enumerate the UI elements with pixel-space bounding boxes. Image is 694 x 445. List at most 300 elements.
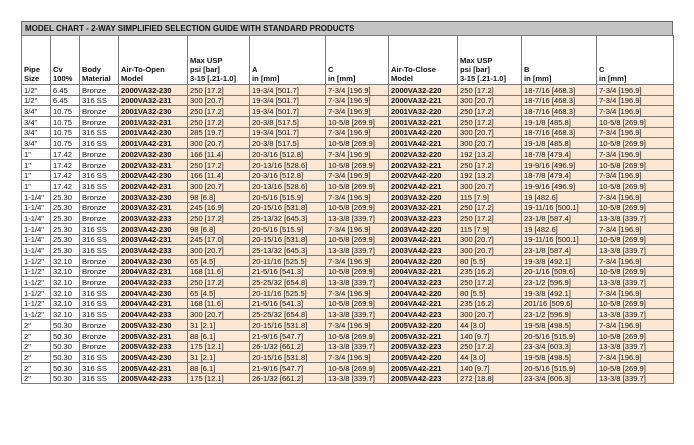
- table-cell: 20-5/16 [515.9]: [250, 191, 326, 202]
- table-cell: 32.10: [51, 256, 80, 267]
- column-header-line: Max USP: [190, 56, 223, 65]
- table-cell: 10.75: [51, 127, 80, 138]
- table-cell: 19-3/8 [492.1]: [522, 288, 597, 299]
- table-cell: 23-1/8 [587.4]: [522, 245, 597, 256]
- table-cell: 2004VA32-221: [389, 266, 458, 277]
- table-cell: 2002VA32-221: [389, 159, 458, 170]
- table-cell: 1-1/2": [22, 309, 51, 320]
- table-cell: 1": [22, 181, 51, 192]
- table-cell: 1/2": [22, 95, 51, 106]
- table-cell: 80 [5.5]: [458, 288, 522, 299]
- table-cell: 300 [20.7]: [458, 245, 522, 256]
- table-cell: 250 [17.2]: [188, 117, 250, 128]
- table-cell: 316 SS: [80, 181, 119, 192]
- table-cell: 2004VA42-220: [389, 288, 458, 299]
- table-cell: 316 SS: [80, 223, 119, 234]
- column-header: [326, 36, 389, 85]
- column-header-line: Model: [391, 74, 413, 83]
- table-cell: 2000VA32-221: [389, 95, 458, 106]
- table-row: [22, 149, 674, 160]
- table-cell: 98 [6.8]: [188, 223, 250, 234]
- table-cell: 98 [6.8]: [188, 191, 250, 202]
- table-cell: 10-5/8 [269.9]: [326, 298, 389, 309]
- table-cell: 10-5/8 [269.9]: [597, 266, 674, 277]
- column-header-line: in [mm]: [524, 74, 552, 83]
- table-cell: 2000VA32-230: [119, 85, 188, 96]
- table-cell: 32.10: [51, 277, 80, 288]
- table-cell: 3/4": [22, 138, 51, 149]
- table-cell: 316 SS: [80, 127, 119, 138]
- table-cell: 25.30: [51, 245, 80, 256]
- table-cell: 316 SS: [80, 234, 119, 245]
- table-cell: Bronze: [80, 159, 119, 170]
- table-cell: 300 [20.7]: [188, 95, 250, 106]
- table-cell: 88 [6.1]: [188, 362, 250, 373]
- table-cell: 25-25/32 [654.8]: [250, 309, 326, 320]
- table-cell: 2005VA42-233: [119, 373, 188, 384]
- table-row: [22, 213, 674, 224]
- table-cell: 31 [2.1]: [188, 320, 250, 331]
- table-cell: 21-9/16 [547.7]: [250, 362, 326, 373]
- table-cell: Bronze: [80, 277, 119, 288]
- table-cell: 250 [17.2]: [458, 159, 522, 170]
- table-cell: 23-1/8 [587.4]: [522, 213, 597, 224]
- table-cell: 300 [20.7]: [458, 138, 522, 149]
- table-cell: 1-1/2": [22, 298, 51, 309]
- table-cell: 19-11/16 [500.1]: [522, 234, 597, 245]
- table-cell: 20-5/16 [515.9]: [522, 362, 597, 373]
- table-row: [22, 138, 674, 149]
- table-cell: 10-5/8 [269.9]: [326, 181, 389, 192]
- column-header: [80, 36, 119, 85]
- table-row: [22, 341, 674, 352]
- table-cell: 7-3/4 [196.9]: [597, 95, 674, 106]
- table-cell: 7-3/4 [196.9]: [326, 149, 389, 160]
- table-cell: 2003VA32-230: [119, 191, 188, 202]
- table-row: [22, 191, 674, 202]
- table-cell: 18-7/8 [479.4]: [522, 149, 597, 160]
- table-cell: 10-5/8 [269.9]: [597, 181, 674, 192]
- table-cell: 20-11/16 [525.5]: [250, 288, 326, 299]
- table-cell: 25.30: [51, 191, 80, 202]
- chart-title: MODEL CHART - 2-WAY SIMPLIFIED SELECTION GUIDE WITH STANDARD PRODUCTS: [21, 21, 673, 35]
- table-cell: 300 [20.7]: [188, 138, 250, 149]
- table-cell: 10.75: [51, 106, 80, 117]
- table-cell: 25.30: [51, 213, 80, 224]
- column-header-line: Cv: [53, 65, 63, 74]
- table-cell: 19 [482.6]: [522, 191, 597, 202]
- table-cell: 21-5/16 [541.3]: [250, 266, 326, 277]
- table-cell: 300 [20.7]: [188, 181, 250, 192]
- header-row: [22, 36, 674, 85]
- table-cell: 10-5/8 [269.9]: [326, 159, 389, 170]
- table-cell: 50.30: [51, 373, 80, 384]
- table-cell: 50.30: [51, 352, 80, 363]
- table-cell: 20-3/16 [512.8]: [250, 149, 326, 160]
- table-cell: 2003VA32-221: [389, 202, 458, 213]
- table-cell: 7-3/4 [196.9]: [597, 85, 674, 96]
- table-cell: 10-5/8 [269.9]: [597, 234, 674, 245]
- table-cell: 20-3/8 [517.5]: [250, 117, 326, 128]
- table-cell: 250 [17.2]: [188, 106, 250, 117]
- table-cell: 25.30: [51, 223, 80, 234]
- table-cell: 2005VA42-230: [119, 352, 188, 363]
- table-cell: 300 [20.7]: [458, 95, 522, 106]
- table-cell: 300 [20.7]: [458, 234, 522, 245]
- table-cell: 44 [3.0]: [458, 320, 522, 331]
- table-cell: Bronze: [80, 320, 119, 331]
- table-cell: 23-1/2 [596.9]: [522, 309, 597, 320]
- table-cell: 50.30: [51, 330, 80, 341]
- table-cell: Bronze: [80, 106, 119, 117]
- column-header-line: 3-15 [.21-1.0]: [190, 74, 237, 83]
- table-cell: 20-13/16 [528.6]: [250, 181, 326, 192]
- table-cell: 140 [9.7]: [458, 330, 522, 341]
- model-chart: [21, 21, 673, 384]
- table-cell: 23-3/4 [603.3]: [522, 341, 597, 352]
- table-cell: 19-9/16 [496.9]: [522, 181, 597, 192]
- table-cell: 20-15/16 [531.8]: [250, 320, 326, 331]
- table-cell: 25.30: [51, 202, 80, 213]
- table-row: [22, 277, 674, 288]
- table-cell: 2004VA32-231: [119, 266, 188, 277]
- table-cell: 175 [12.1]: [188, 341, 250, 352]
- table-row: [22, 309, 674, 320]
- table-cell: 7-3/4 [196.9]: [597, 127, 674, 138]
- table-cell: 20-1/16 [509.6]: [522, 266, 597, 277]
- table-cell: 7-3/4 [196.9]: [597, 223, 674, 234]
- table-cell: 65 [4.5]: [188, 256, 250, 267]
- table-cell: 31 [2.1]: [188, 352, 250, 363]
- table-row: [22, 95, 674, 106]
- table-cell: 20-15/16 [531.8]: [250, 234, 326, 245]
- table-cell: 13-3/8 [339.7]: [326, 373, 389, 384]
- table-cell: 316 SS: [80, 138, 119, 149]
- table-cell: 10-5/8 [269.9]: [597, 362, 674, 373]
- table-row: [22, 373, 674, 384]
- table-cell: 25-13/32 [645.3]: [250, 213, 326, 224]
- table-cell: 2001VA42-231: [119, 138, 188, 149]
- table-cell: 10-5/8 [269.9]: [326, 330, 389, 341]
- table-cell: 23-1/2 [596.9]: [522, 277, 597, 288]
- table-cell: 7-3/4 [196.9]: [597, 352, 674, 363]
- table-cell: 7-3/4 [196.9]: [326, 223, 389, 234]
- table-cell: 10.75: [51, 117, 80, 128]
- table-cell: Bronze: [80, 341, 119, 352]
- table-cell: 2001VA42-221: [389, 138, 458, 149]
- table-cell: 2001VA42-230: [119, 127, 188, 138]
- table-cell: 316 SS: [80, 170, 119, 181]
- column-header-line: Model: [121, 74, 143, 83]
- table-cell: 18-7/16 [468.3]: [522, 85, 597, 96]
- table-cell: 17.42: [51, 181, 80, 192]
- table-cell: 2": [22, 320, 51, 331]
- table-cell: 2005VA42-220: [389, 352, 458, 363]
- table-cell: 13-3/8 [339.7]: [326, 309, 389, 320]
- table-cell: 2005VA32-223: [389, 341, 458, 352]
- table-cell: 10-5/8 [269.9]: [597, 159, 674, 170]
- table-cell: 19 [482.6]: [522, 223, 597, 234]
- table-cell: 7-3/4 [196.9]: [326, 85, 389, 96]
- table-cell: Bronze: [80, 330, 119, 341]
- table-cell: 7-3/4 [196.9]: [597, 106, 674, 117]
- table-cell: 316 SS: [80, 245, 119, 256]
- table-row: [22, 288, 674, 299]
- table-cell: 250 [17.2]: [458, 277, 522, 288]
- table-cell: 19-5/8 [498.5]: [522, 352, 597, 363]
- table-cell: 7-3/4 [196.9]: [326, 106, 389, 117]
- table-row: [22, 234, 674, 245]
- table-cell: 13-3/8 [339.7]: [597, 373, 674, 384]
- table-cell: 32.10: [51, 288, 80, 299]
- table-cell: 18-7/8 [479.4]: [522, 170, 597, 181]
- table-cell: 300 [20.7]: [458, 127, 522, 138]
- table-cell: 25.30: [51, 234, 80, 245]
- table-body: [22, 85, 674, 384]
- table-cell: Bronze: [80, 256, 119, 267]
- table-cell: 316 SS: [80, 288, 119, 299]
- table-cell: 44 [3.0]: [458, 352, 522, 363]
- table-cell: 316 SS: [80, 298, 119, 309]
- column-header-line: in [mm]: [328, 74, 356, 83]
- table-cell: 2002VA42-220: [389, 170, 458, 181]
- table-cell: 7-3/4 [196.9]: [326, 191, 389, 202]
- table-cell: 250 [17.2]: [458, 341, 522, 352]
- table-row: [22, 170, 674, 181]
- table-cell: 20-11/16 [525.5]: [250, 256, 326, 267]
- column-header: [22, 36, 51, 85]
- table-cell: 3/4": [22, 127, 51, 138]
- table-cell: 2005VA42-223: [389, 373, 458, 384]
- table-cell: 50.30: [51, 320, 80, 331]
- table-cell: 3/4": [22, 117, 51, 128]
- table-cell: 13-3/8 [339.7]: [597, 213, 674, 224]
- column-header: [522, 36, 597, 85]
- column-header-line: psi [bar]: [190, 65, 220, 74]
- column-header-line: Pipe: [24, 65, 41, 74]
- column-header-line: 100%: [53, 74, 73, 83]
- table-cell: 2": [22, 352, 51, 363]
- table-cell: 2004VA42-230: [119, 288, 188, 299]
- table-cell: 250 [17.2]: [188, 85, 250, 96]
- table-cell: 13-3/8 [339.7]: [326, 213, 389, 224]
- table-cell: 7-3/4 [196.9]: [326, 127, 389, 138]
- table-cell: 2004VA42-231: [119, 298, 188, 309]
- table-cell: 1/2": [22, 85, 51, 96]
- column-header: [250, 36, 326, 85]
- table-row: [22, 181, 674, 192]
- table-cell: 192 [13.2]: [458, 170, 522, 181]
- table-cell: 285 [19.7]: [188, 127, 250, 138]
- column-header-line: C: [599, 65, 605, 74]
- table-cell: 2000VA32-231: [119, 95, 188, 106]
- table-cell: 2003VA32-233: [119, 213, 188, 224]
- table-row: [22, 362, 674, 373]
- table-cell: 140 [9.7]: [458, 362, 522, 373]
- table-cell: 17.42: [51, 170, 80, 181]
- table-cell: 2002VA32-231: [119, 159, 188, 170]
- table-cell: 6.45: [51, 95, 80, 106]
- table-cell: 250 [17.2]: [458, 106, 522, 117]
- table-cell: 7-3/4 [196.9]: [597, 149, 674, 160]
- column-header-line: Size: [24, 74, 40, 83]
- selection-table: [21, 35, 674, 384]
- table-cell: 20-3/8 [517.5]: [250, 138, 326, 149]
- table-row: [22, 85, 674, 96]
- table-cell: 2003VA42-220: [389, 223, 458, 234]
- table-cell: 2005VA42-221: [389, 362, 458, 373]
- table-cell: 20-5/16 [515.9]: [250, 223, 326, 234]
- table-cell: 250 [17.2]: [188, 159, 250, 170]
- table-cell: 2005VA32-220: [389, 320, 458, 331]
- column-header: [51, 36, 80, 85]
- table-cell: 25-13/32 [645.3]: [250, 245, 326, 256]
- table-cell: 166 [11.4]: [188, 170, 250, 181]
- table-cell: 1-1/4": [22, 223, 51, 234]
- table-cell: 13-3/8 [339.7]: [597, 341, 674, 352]
- table-cell: 10.75: [51, 138, 80, 149]
- table-cell: 201/16 [509.6]: [522, 298, 597, 309]
- table-cell: Bronze: [80, 191, 119, 202]
- table-cell: 300 [20.7]: [458, 309, 522, 320]
- table-row: [22, 352, 674, 363]
- table-cell: 192 [13.2]: [458, 149, 522, 160]
- table-cell: 7-3/4 [196.9]: [326, 320, 389, 331]
- table-cell: 20-3/16 [512.8]: [250, 170, 326, 181]
- table-cell: Bronze: [80, 202, 119, 213]
- table-cell: 19-5/8 [498.5]: [522, 320, 597, 331]
- table-cell: 10-5/8 [269.9]: [597, 117, 674, 128]
- table-row: [22, 127, 674, 138]
- table-cell: 2005VA32-233: [119, 341, 188, 352]
- table-cell: 2": [22, 362, 51, 373]
- table-cell: 10-5/8 [269.9]: [597, 138, 674, 149]
- table-cell: 13-3/8 [339.7]: [597, 277, 674, 288]
- column-header: [119, 36, 188, 85]
- table-cell: 1-1/4": [22, 234, 51, 245]
- table-row: [22, 330, 674, 341]
- table-cell: 2002VA42-231: [119, 181, 188, 192]
- table-cell: 2001VA32-221: [389, 117, 458, 128]
- table-cell: Bronze: [80, 117, 119, 128]
- table-cell: 2005VA32-221: [389, 330, 458, 341]
- table-cell: 10-5/8 [269.9]: [326, 117, 389, 128]
- table-cell: 20-15/16 [531.8]: [250, 202, 326, 213]
- column-header-line: A: [252, 65, 258, 74]
- table-row: [22, 159, 674, 170]
- table-cell: 3/4": [22, 106, 51, 117]
- table-cell: 1": [22, 159, 51, 170]
- table-cell: 2001VA32-230: [119, 106, 188, 117]
- table-cell: 250 [17.2]: [458, 213, 522, 224]
- table-cell: 2002VA42-230: [119, 170, 188, 181]
- table-cell: 250 [17.2]: [458, 85, 522, 96]
- table-cell: 2002VA42-221: [389, 181, 458, 192]
- table-cell: 300 [20.7]: [188, 309, 250, 320]
- table-cell: 32.10: [51, 309, 80, 320]
- table-cell: 65 [4.5]: [188, 288, 250, 299]
- table-cell: 2004VA42-221: [389, 298, 458, 309]
- table-cell: 13-3/8 [339.7]: [597, 309, 674, 320]
- table-cell: 7-3/4 [196.9]: [326, 256, 389, 267]
- table-row: [22, 266, 674, 277]
- column-header-line: Body: [82, 65, 101, 74]
- table-cell: 2003VA32-220: [389, 191, 458, 202]
- table-cell: 2003VA42-231: [119, 234, 188, 245]
- table-cell: 21-9/16 [547.7]: [250, 330, 326, 341]
- table-cell: 13-3/8 [339.7]: [326, 245, 389, 256]
- table-row: [22, 117, 674, 128]
- table-row: [22, 106, 674, 117]
- table-cell: 80 [5.5]: [458, 256, 522, 267]
- table-cell: 175 [12.1]: [188, 373, 250, 384]
- column-header-line: psi [bar]: [460, 65, 490, 74]
- table-cell: 20-15/16 [531.8]: [250, 352, 326, 363]
- table-cell: 168 [11.6]: [188, 266, 250, 277]
- table-cell: 250 [17.2]: [188, 277, 250, 288]
- table-cell: 19-3/4 [501.7]: [250, 106, 326, 117]
- table-cell: 2003VA42-223: [389, 245, 458, 256]
- table-cell: 300 [20.7]: [188, 245, 250, 256]
- table-cell: 10-5/8 [269.9]: [597, 298, 674, 309]
- table-cell: 166 [11.4]: [188, 149, 250, 160]
- table-cell: 7-3/4 [196.9]: [597, 191, 674, 202]
- table-cell: 18-7/16 [468.3]: [522, 127, 597, 138]
- table-cell: 50.30: [51, 362, 80, 373]
- table-cell: 2003VA42-221: [389, 234, 458, 245]
- table-cell: 1": [22, 149, 51, 160]
- table-cell: 88 [6.1]: [188, 330, 250, 341]
- table-row: [22, 256, 674, 267]
- table-cell: 316 SS: [80, 362, 119, 373]
- table-cell: 2001VA42-220: [389, 127, 458, 138]
- table-cell: 250 [17.2]: [458, 117, 522, 128]
- table-cell: 7-3/4 [196.9]: [326, 170, 389, 181]
- table-cell: 2003VA42-233: [119, 245, 188, 256]
- table-cell: 115 [7.9]: [458, 223, 522, 234]
- table-cell: 32.10: [51, 298, 80, 309]
- table-cell: 25-25/32 [654.8]: [250, 277, 326, 288]
- table-cell: 19-11/16 [500.1]: [522, 202, 597, 213]
- table-cell: 7-3/4 [196.9]: [597, 320, 674, 331]
- table-cell: 10-5/8 [269.9]: [326, 266, 389, 277]
- table-cell: 2004VA32-223: [389, 277, 458, 288]
- table-cell: 19-3/4 [501.7]: [250, 85, 326, 96]
- table-cell: 7-3/4 [196.9]: [326, 95, 389, 106]
- column-header-line: in [mm]: [599, 74, 627, 83]
- table-cell: 2004VA32-220: [389, 256, 458, 267]
- table-cell: 7-3/4 [196.9]: [326, 288, 389, 299]
- column-header-line: Material: [82, 74, 111, 83]
- table-cell: 1-1/2": [22, 266, 51, 277]
- table-cell: 2005VA42-231: [119, 362, 188, 373]
- table-cell: 2004VA42-233: [119, 309, 188, 320]
- table-cell: 7-3/4 [196.9]: [326, 352, 389, 363]
- column-header: [188, 36, 250, 85]
- table-cell: 19-3/4 [501.7]: [250, 127, 326, 138]
- table-cell: 1": [22, 170, 51, 181]
- column-header-line: Max USP: [460, 56, 493, 65]
- table-row: [22, 245, 674, 256]
- table-cell: 316 SS: [80, 309, 119, 320]
- table-cell: 10-5/8 [269.9]: [326, 202, 389, 213]
- table-cell: 26-1/32 [661.2]: [250, 373, 326, 384]
- table-cell: 2": [22, 373, 51, 384]
- table-cell: 2002VA32-230: [119, 149, 188, 160]
- column-header-line: Air-To-Close: [391, 65, 436, 74]
- table-cell: 2003VA32-223: [389, 213, 458, 224]
- table-cell: 316 SS: [80, 95, 119, 106]
